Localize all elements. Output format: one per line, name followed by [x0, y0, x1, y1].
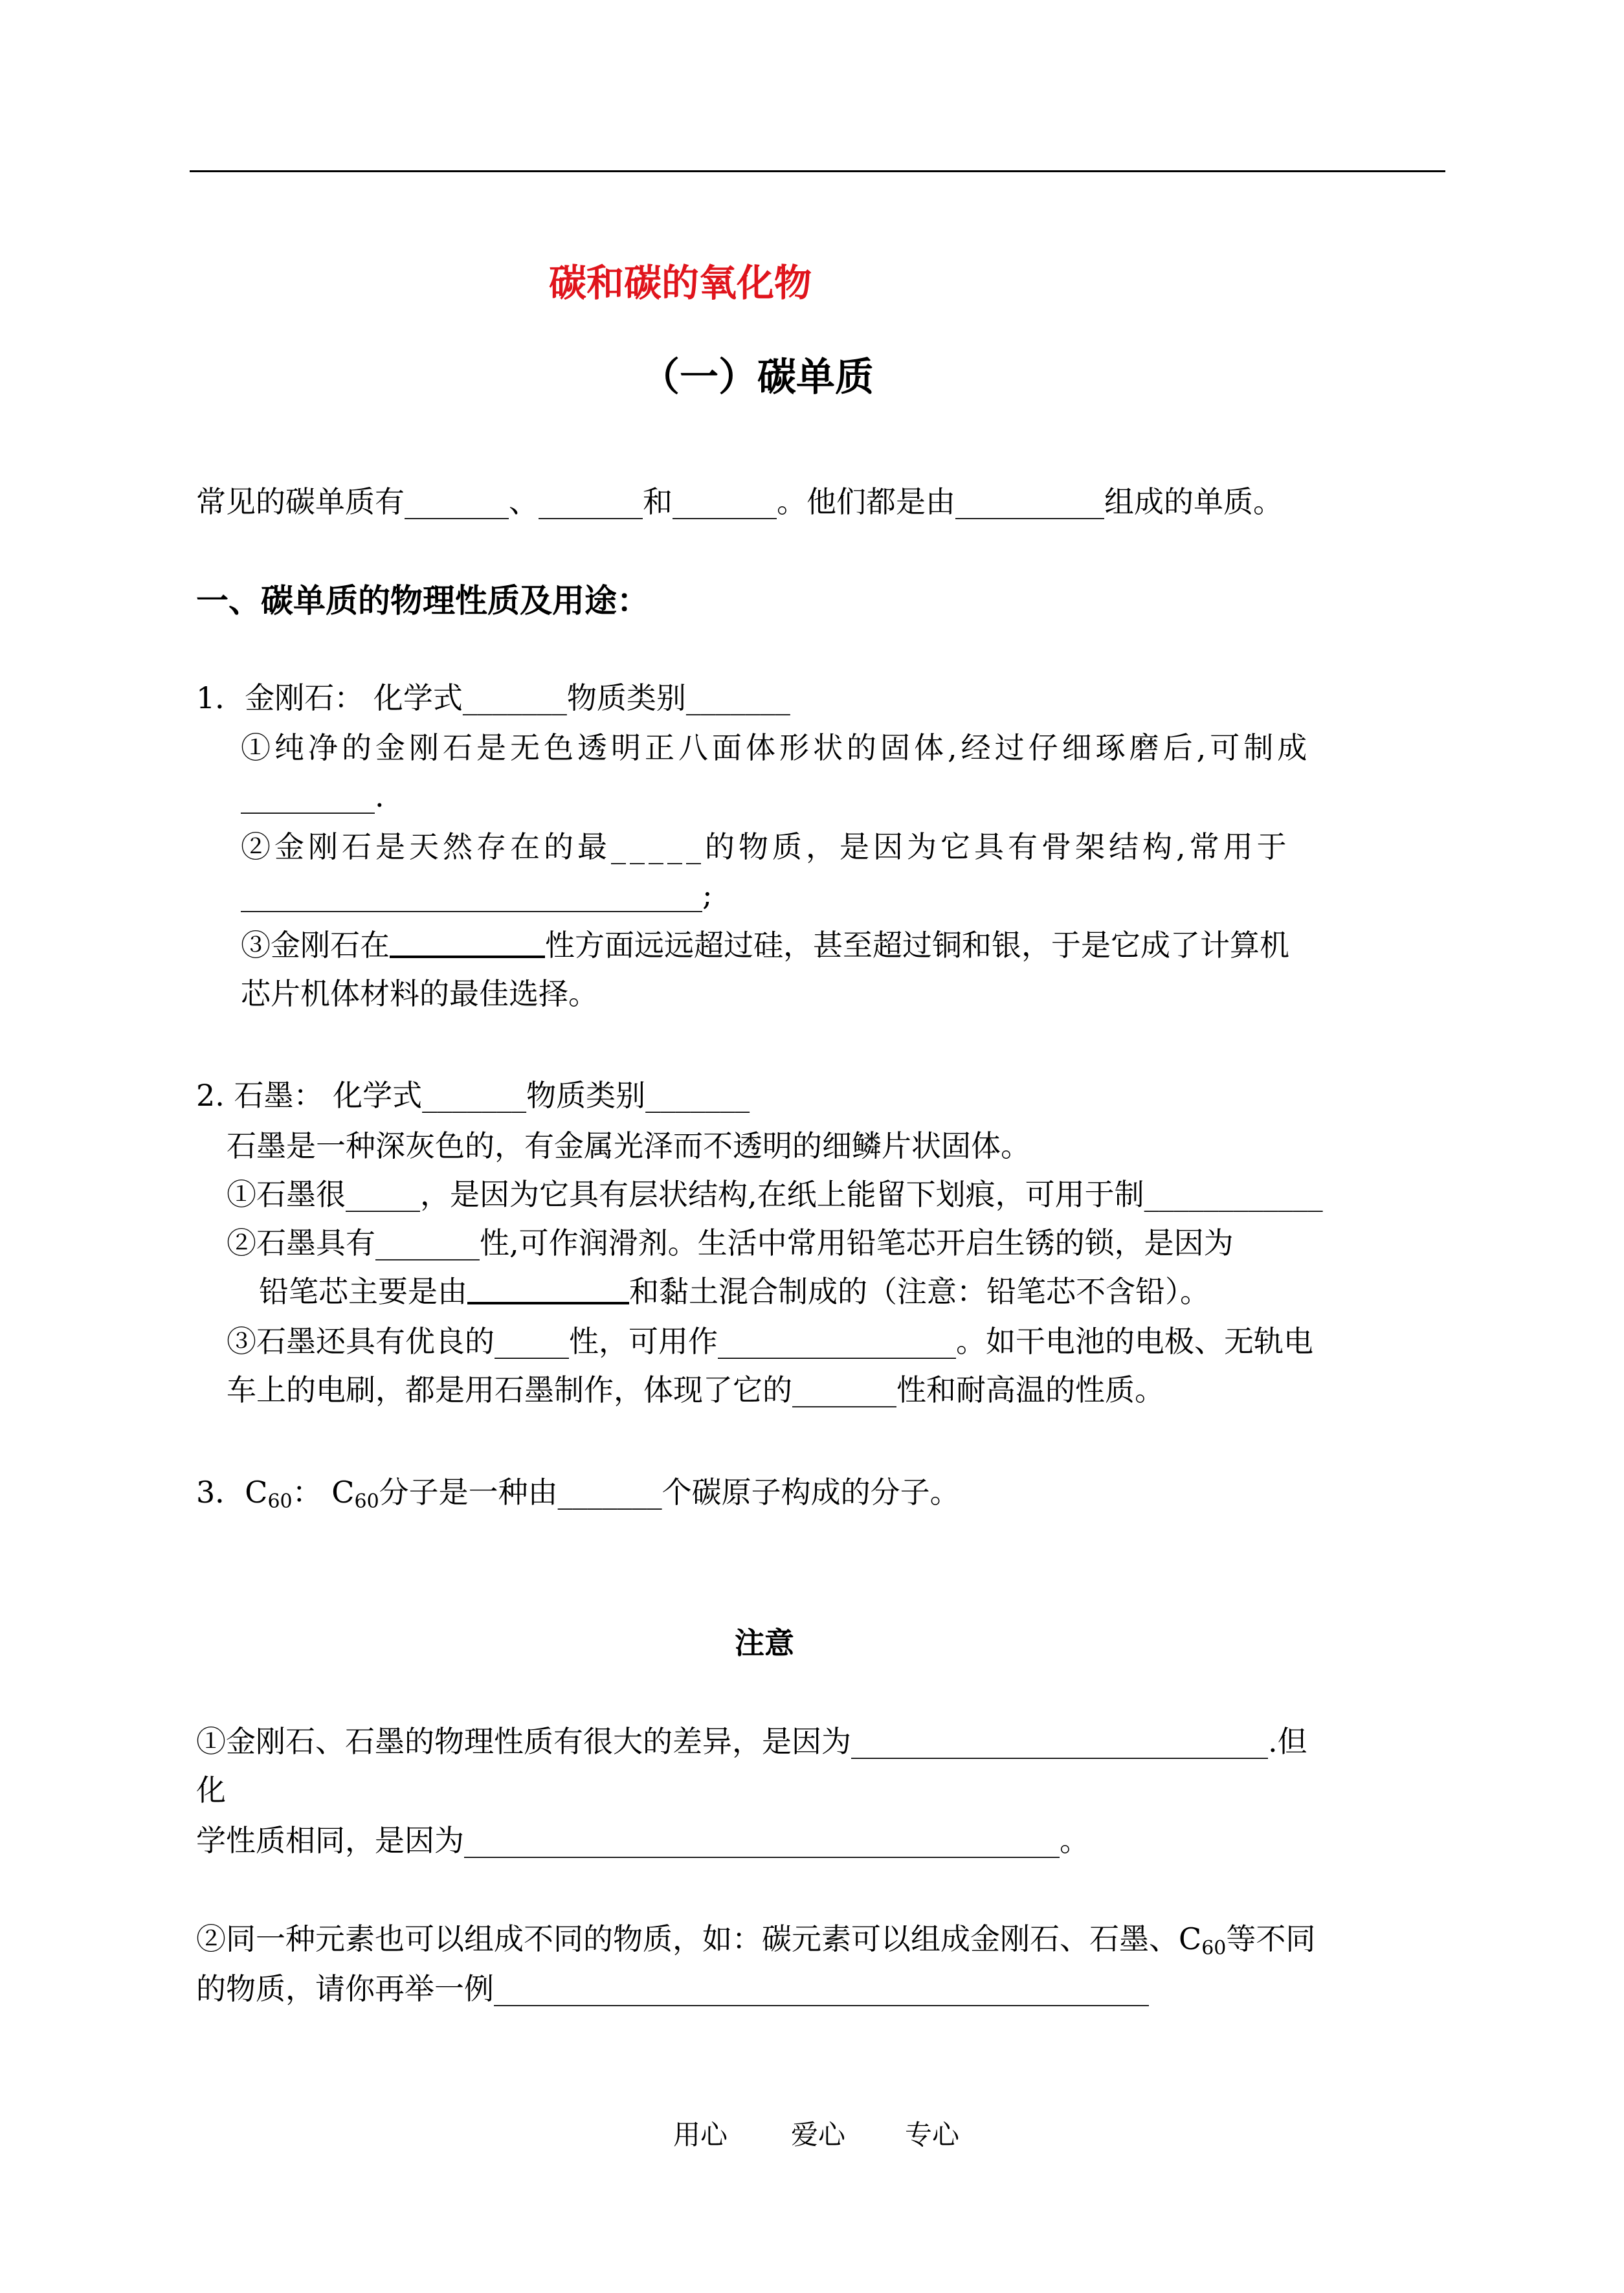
diamond-point2a: ②金刚石是天然存在的最_____的物质，是因为它具有骨架结构,常用于	[241, 829, 1291, 864]
c60-sub-a: 60	[267, 1490, 293, 1513]
diamond-point2b: _______________________________;	[241, 877, 713, 912]
c60-label-b: ： C	[292, 1475, 355, 1510]
graphite-desc: 石墨是一种深灰色的，有金属光泽而不透明的细鳞片状固体。	[227, 1128, 1030, 1163]
section1-heading: 一、碳单质的物理性质及用途：	[196, 581, 649, 620]
graphite-point3-pre: 铅笔芯主要是由	[259, 1274, 467, 1309]
graphite-point3-post: 和黏土混合制成的（注意：铅笔芯不含铅）。	[629, 1274, 1210, 1309]
note1a: ①金刚石、石墨的物理性质有很大的差异，是因为____________________________.但	[196, 1724, 1307, 1759]
header-rule	[190, 170, 1445, 172]
note2b: 的物质，请你再举一例____________________________________________	[196, 1971, 1149, 2006]
note2a-post: 等不同	[1226, 1921, 1316, 1956]
diamond-point3a-pre: ③金刚石在	[241, 928, 390, 963]
footer-word-1: 用心	[673, 2119, 728, 2151]
c60-sub-b: 60	[354, 1490, 379, 1513]
graphite-point4: ③石墨还具有优良的_____性，可用作________________。如干电池的电极、无轨电	[227, 1324, 1313, 1359]
note2a	[196, 1919, 1315, 1968]
graphite-point2: ②石墨具有_______性,可作润滑剂。生活中常用铅笔芯开启生锈的锁，是因为	[227, 1225, 1234, 1260]
note1c: 学性质相同，是因为________________________________________。	[196, 1823, 1089, 1858]
diamond-heading: 1．金刚石： 化学式_______物质类别_______	[196, 680, 790, 715]
note2a-sub: 60	[1201, 1937, 1227, 1960]
note2a-pre: ②同一种元素也可以组成不同的物质，如：碳元素可以组成金刚石、石墨、C	[196, 1921, 1202, 1956]
diamond-point3a	[241, 926, 1289, 965]
note1b: 化	[196, 1773, 226, 1807]
notice-heading: 注意	[735, 1626, 794, 1661]
graphite-point5: 车上的电刷，都是用石墨制作，体现了它的_______性和耐高温的性质。	[227, 1372, 1164, 1407]
diamond-point3b: 芯片机体材料的最佳选择。	[241, 976, 598, 1011]
graphite-point3	[259, 1272, 1210, 1311]
footer-word-2: 爱心	[791, 2119, 846, 2151]
graphite-heading: 2. 石墨： 化学式_______物质类别_______	[196, 1078, 750, 1113]
c60-line	[196, 1473, 960, 1521]
section-subtitle: （一）碳单质	[641, 355, 874, 400]
graphite-point1: ①石墨很_____，是因为它具有层状结构,在纸上能留下划痕，可用于制____________	[227, 1177, 1323, 1212]
blank-line	[467, 1276, 629, 1304]
diamond-point1b: _________.	[241, 779, 384, 814]
c60-text: 分子是一种由_______个碳原子构成的分子。	[379, 1475, 960, 1510]
footer-word-3: 专心	[905, 2119, 960, 2151]
diamond-point3a-post: 性方面远远超过硅，甚至超过铜和银，于是它成了计算机	[545, 928, 1289, 963]
c60-label-a: 3．C	[196, 1475, 268, 1510]
intro-line: 常见的碳单质有_______、_______和_______。他们都是由__________组成的单质。	[196, 484, 1283, 519]
blank-line	[390, 930, 545, 958]
diamond-point1a: ①纯净的金刚石是无色透明正八面体形状的固体,经过仔细琢磨后,可制成	[241, 730, 1311, 765]
page-title: 碳和碳的氧化物	[549, 261, 812, 305]
